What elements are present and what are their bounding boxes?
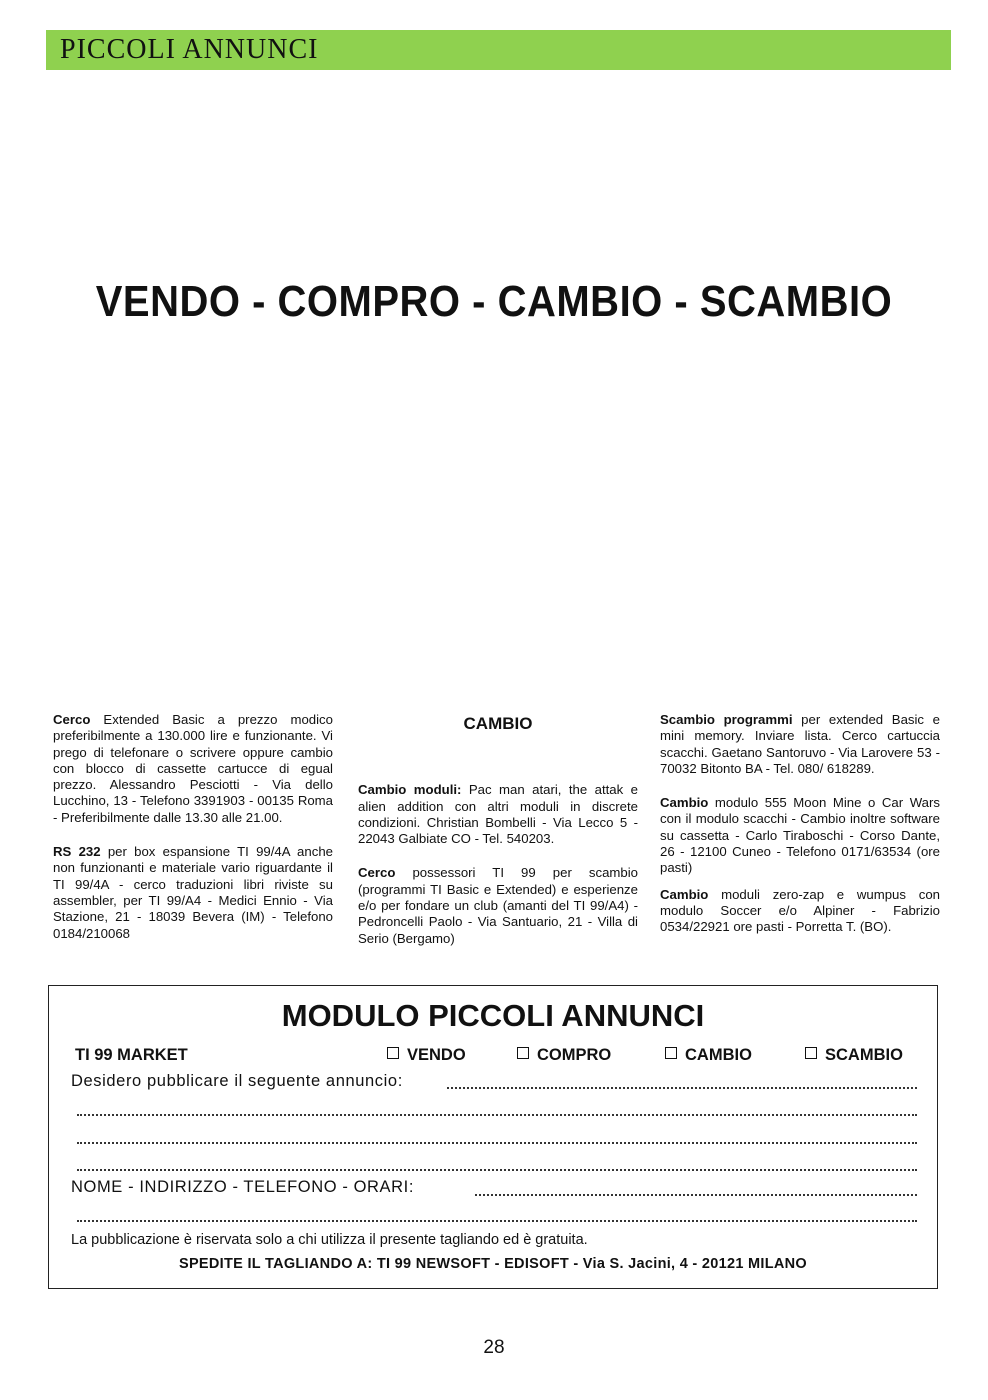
nome-row bbox=[71, 1178, 917, 1200]
ad-lead: RS 232 bbox=[53, 844, 101, 860]
ad-text-line[interactable] bbox=[77, 1169, 917, 1171]
classified-ad bbox=[358, 782, 638, 847]
nome-label: NOME - INDIRIZZO - TELEFONO - ORARI: bbox=[71, 1178, 415, 1196]
section-title: PICCOLI ANNUNCI bbox=[60, 34, 319, 65]
classified-ad bbox=[358, 865, 638, 946]
ad-text-line[interactable] bbox=[77, 1114, 917, 1116]
ad-lead: Cambio bbox=[660, 795, 709, 811]
ad-lead: Cambio bbox=[660, 886, 709, 902]
option-compro[interactable] bbox=[517, 1046, 611, 1065]
checkbox-icon[interactable] bbox=[665, 1047, 677, 1059]
classified-ad bbox=[660, 795, 940, 876]
ad-text: Pac man atari, the attak e alien addition con altri moduli in discrete condizioni. Christian Bombelli - Via Lecco 5 - 22043 Galbiate CO - Tel. 540203. bbox=[358, 782, 639, 847]
ad-text-line[interactable] bbox=[447, 1087, 917, 1089]
classified-ad bbox=[53, 844, 333, 942]
classified-ad bbox=[660, 712, 940, 777]
option-vendo[interactable] bbox=[387, 1046, 466, 1065]
page-number: 28 bbox=[483, 1337, 505, 1358]
ad-lead: Cambio moduli: bbox=[358, 782, 462, 798]
contact-line[interactable] bbox=[475, 1194, 917, 1196]
market-label: TI 99 MARKET bbox=[75, 1046, 188, 1064]
section-banner bbox=[46, 30, 951, 70]
classified-ad bbox=[53, 712, 333, 826]
option-label: COMPRO bbox=[537, 1046, 612, 1064]
form-note: La pubblicazione è riservata solo a chi utilizza il presente tagliando ed è gratuita. bbox=[71, 1232, 588, 1248]
ad-text: modulo 555 Moon Mine o Car Wars con il modulo scacchi - Cambio inoltre software su cassetta - Carlo Tiraboschi - Corso Dante, 26 - 12100 Cuneo - Telefono 0171/63534 (ore pasti) bbox=[660, 795, 940, 876]
option-label: CAMBIO bbox=[685, 1046, 752, 1064]
ad-text-line[interactable] bbox=[77, 1142, 917, 1144]
ad-text: per box espansione TI 99/4A anche non funzionanti e materiale vario riguardante il TI 99/4A - cerco traduzioni libri riviste su assembler, per TI 99/A4 - Medici Ennio - Via Stazione, 21 - 18039 Bevera (IM) - Telefono 0184/210068 bbox=[53, 844, 333, 941]
ads-column-1 bbox=[53, 712, 333, 960]
contact-line[interactable] bbox=[77, 1220, 917, 1222]
ads-column-3 bbox=[660, 712, 940, 954]
ads-column-2 bbox=[358, 712, 638, 965]
classified-ad bbox=[660, 887, 940, 936]
ad-text: possessori TI 99 per scambio (programmi TI Basic e Extended) e esperienze e/o per fondare un club (amanti del TI 99/A4) - Pedroncelli Paolo - Via Santuario, 21 - Villa di Serio (Bergamo) bbox=[358, 865, 638, 946]
ad-lead: Cerco bbox=[53, 712, 91, 727]
page-headline: VENDO - COMPRO - CAMBIO - SCAMBIO bbox=[95, 278, 893, 326]
checkbox-icon[interactable] bbox=[517, 1047, 529, 1059]
ad-text: per extended Basic e mini memory. Inviare lista. Cerco cartuccia scacchi. Gaetano Santoruvo - Via Larovere 53 - 70032 Bitonto BA - Tel. 080/ 618289. bbox=[660, 712, 940, 776]
option-cambio[interactable] bbox=[665, 1046, 752, 1065]
option-label: VENDO bbox=[407, 1046, 466, 1064]
checkbox-icon[interactable] bbox=[805, 1047, 817, 1059]
form-title: MODULO PICCOLI ANNUNCI bbox=[281, 998, 705, 1033]
ad-text: Extended Basic a prezzo modico preferibilmente a 130.000 lire e funzionante. Vi prego di telefonare o scrivere oppure cambio con blocco di cassette cartucce di egual prezzo. Alessandro Pesciotti - Via dello Lucchino, 13 - Telefono 3391903 - 00135 Roma - Preferibilmente dalle 13.30 alle 21.00. bbox=[53, 712, 333, 825]
form-options-row bbox=[75, 1046, 921, 1068]
ad-submission-form bbox=[48, 985, 938, 1289]
checkbox-icon[interactable] bbox=[387, 1047, 399, 1059]
option-scambio[interactable] bbox=[805, 1046, 903, 1065]
desidero-row bbox=[71, 1072, 917, 1094]
ad-lead: Cerco bbox=[358, 865, 396, 881]
ad-text: moduli zero-zap e wumpus con modulo Soccer e/o Alpiner - Fabrizio 0534/22921 ore pasti - Porretta T. (BO). bbox=[660, 886, 940, 935]
desidero-label: Desidero pubblicare il seguente annuncio: bbox=[71, 1072, 403, 1090]
ad-lead: Scambio programmi bbox=[660, 712, 793, 727]
send-address: SPEDITE IL TAGLIANDO A: TI 99 NEWSOFT - EDISOFT - Via S. Jacini, 4 - 20121 MILANO bbox=[178, 1256, 808, 1272]
option-label: SCAMBIO bbox=[825, 1046, 903, 1064]
column-heading: CAMBIO bbox=[463, 714, 533, 733]
